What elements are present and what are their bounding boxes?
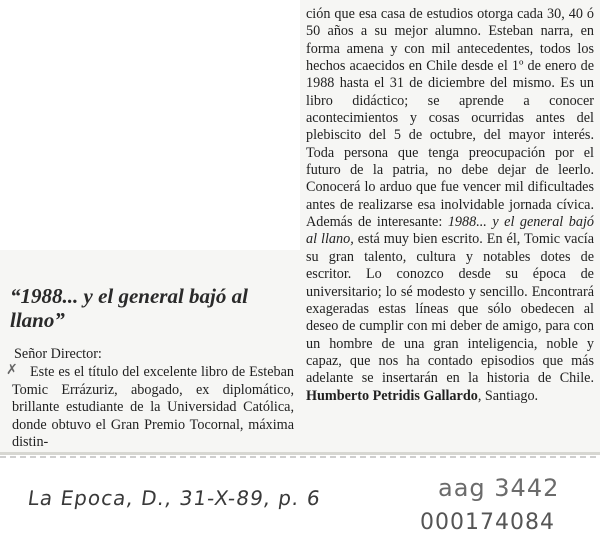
handwritten-source-note: La Epoca, D., 31-X-89, p. 6 bbox=[26, 486, 323, 510]
article-left-body: Este es el título del excelente libro de Esteban Tomic Errázuriz, abogado, ex diplomático, brillante estudiante de la Universidad Católica, donde obtuvo el Gran Premio Tocornal, máxima distin- bbox=[12, 364, 294, 450]
book-title-inline: 1988... y el general bajó al llano, bbox=[306, 214, 594, 248]
handwritten-catalog-code: aag 3442 bbox=[438, 474, 560, 502]
salutation: Señor Director: bbox=[14, 346, 102, 362]
right-text-2: está muy bien escrito. En él, Tomic vacía su gran talento, cultura y notables dotes de escritor. Lo conozco desde su época de universitario; lo sé modesto y sencillo. Encontrará exageradas estas líneas que sólo obedecen al deseo de cumplir con mi deber de amigo, para con un hombre de una gran inteligencia, noble y capaz, que nos ha contado episodios que más adelante se insertarán en la historia de Chile. bbox=[306, 231, 595, 387]
signature-place: , Santiago. bbox=[477, 387, 539, 404]
article-paragraph bbox=[306, 6, 594, 405]
pencil-tick-mark: ✗ bbox=[6, 363, 18, 378]
right-text-1: ción que esa casa de estudios otorga cada 30, 40 ó 50 años a su mejor alumno. Esteban narra, en forma amena y con mil antecedentes, todos los hechos acaecidos en Chile desde el 1º de enero de 1988 hasta el 31 de diciembre del mismo. Es un libro didáctico; se aprende a conocer acontecimientos y cosas ocurridas antes del plebiscito del 5 de octubre, del mayor interés. Toda persona que tenga preocupación por el futuro de la patria, no debe dejar de leerlo. Conocerá lo arduo que fue vencer mil dificultades antes de realizarse esa inolvidable jornada cívica. Además de interesante: bbox=[306, 6, 594, 231]
handwritten-record-number: 000174084 bbox=[420, 510, 555, 535]
article-right-column bbox=[306, 6, 594, 405]
blank-area bbox=[0, 0, 300, 250]
article-title: “1988... y el general bajó al llano” bbox=[10, 284, 248, 332]
signature-name: Humberto Petridis Gallardo bbox=[306, 387, 478, 404]
divider-line bbox=[0, 452, 600, 455]
